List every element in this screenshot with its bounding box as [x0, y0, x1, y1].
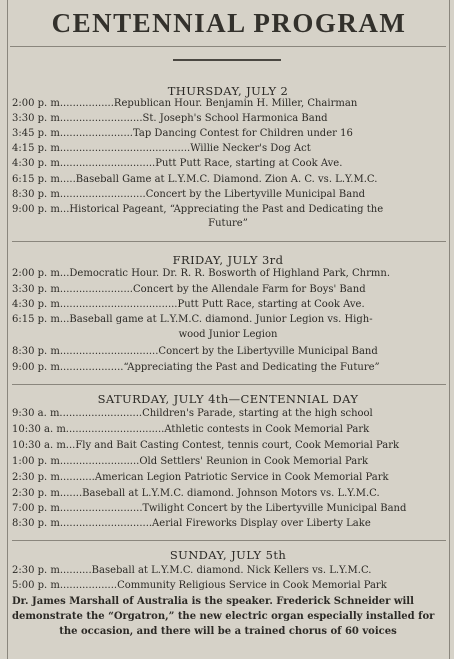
- program-line: 3:30 p. m.......................Concert by the Allendale Farm for Boys' Band: [12, 284, 366, 295]
- program-line-continued: wood Junior Legion: [178, 329, 278, 340]
- program-line: 2:30 p. m.......Baseball at L.Y.M.C. diamond. Johnson Motors vs. L.Y.M.C.: [12, 488, 380, 499]
- right-column-rule: [449, 0, 450, 659]
- speaker-note-line: the occasion, and there will be a trained chorus of 60 voices: [59, 626, 397, 637]
- program-line: 1:00 p. m.........................Old Settlers' Reunion in Cook Memorial Park: [12, 456, 369, 467]
- section-divider: [12, 241, 446, 242]
- program-line: 6:15 p. m.....Baseball Game at L.Y.M.C. Diamond. Zion A. C. vs. L.Y.M.C.: [12, 174, 378, 185]
- program-line: 2:30 p. m..........Baseball at L.Y.M.C. diamond. Nick Kellers vs. L.Y.M.C.: [12, 565, 372, 576]
- section-heading-thursday: THURSDAY, JULY 2: [167, 84, 289, 98]
- speaker-note-line: Dr. James Marshall of Australia is the speaker. Frederick Schneider will: [12, 596, 414, 607]
- program-line: 4:30 p. m.....................................Putt Putt Race, starting at Cook Ave.: [12, 299, 365, 310]
- section-heading-friday: FRIDAY, JULY 3rd: [172, 253, 284, 267]
- program-line: 8:30 p. m...........................Concert by the Libertyville Municipal Band: [12, 189, 366, 200]
- page-title: CENTENNIAL PROGRAM: [51, 8, 407, 38]
- program-line: 4:15 p. m.........................................Willie Necker's Dog Act: [12, 143, 311, 154]
- section-divider: [12, 540, 446, 541]
- title-divider: [10, 46, 446, 47]
- program-line: 7:00 p. m..........................Twilight Concert by the Libertyville Municipal Band: [12, 503, 407, 514]
- program-line: 9:00 p. m....................“Appreciating the Past and Dedicating the Future”: [12, 362, 380, 373]
- program-line: 3:30 p. m..........................St. Joseph's School Harmonica Band: [12, 113, 328, 124]
- section-divider: [12, 384, 446, 385]
- program-line: 2:30 p. m...........American Legion Patriotic Service in Cook Memorial Park: [12, 472, 389, 483]
- program-line-continued: Future”: [208, 218, 248, 229]
- program-line: 4:30 p. m..............................Putt Putt Race, starting at Cook Ave.: [12, 158, 343, 169]
- program-line: 2:00 p. m...Democratic Hour. Dr. R. R. Bosworth of Highland Park, Chrmn.: [12, 268, 390, 279]
- center-ornament-rule: [173, 59, 281, 61]
- program-line: 5:00 p. m..................Community Religious Service in Cook Memorial Park: [12, 580, 387, 591]
- program-line: 10:30 a. m...............................Athletic contests in Cook Memorial Park: [12, 424, 370, 435]
- program-line: 2:00 p. m.................Republican Hour. Benjamin H. Miller, Chairman: [12, 98, 358, 109]
- program-line: 10:30 a. m...Fly and Bait Casting Contest, tennis court, Cook Memorial Park: [12, 440, 400, 451]
- program-line: 6:15 p. m...Baseball game at L.Y.M.C. diamond. Junior Legion vs. High-: [12, 314, 373, 325]
- left-column-rule: [7, 0, 8, 659]
- section-heading-saturday: SATURDAY, JULY 4th—CENTENNIAL DAY: [97, 392, 359, 406]
- program-line: 9:30 a. m..........................Children's Parade, starting at the high school: [12, 408, 373, 419]
- program-line: 3:45 p. m.......................Tap Dancing Contest for Children under 16: [12, 128, 353, 139]
- program-line: 9:00 p. m...Historical Pageant, “Appreciating the Past and Dedicating the: [12, 204, 384, 215]
- section-heading-sunday: SUNDAY, JULY 5th: [169, 548, 287, 562]
- program-line: 8:30 p. m.............................Aerial Fireworks Display over Liberty Lake: [12, 518, 371, 529]
- program-line: 8:30 p. m...............................Concert by the Libertyville Municipal Band: [12, 346, 378, 357]
- speaker-note-line: demonstrate the “Orgatron,” the new electric organ especially installed for: [12, 611, 435, 622]
